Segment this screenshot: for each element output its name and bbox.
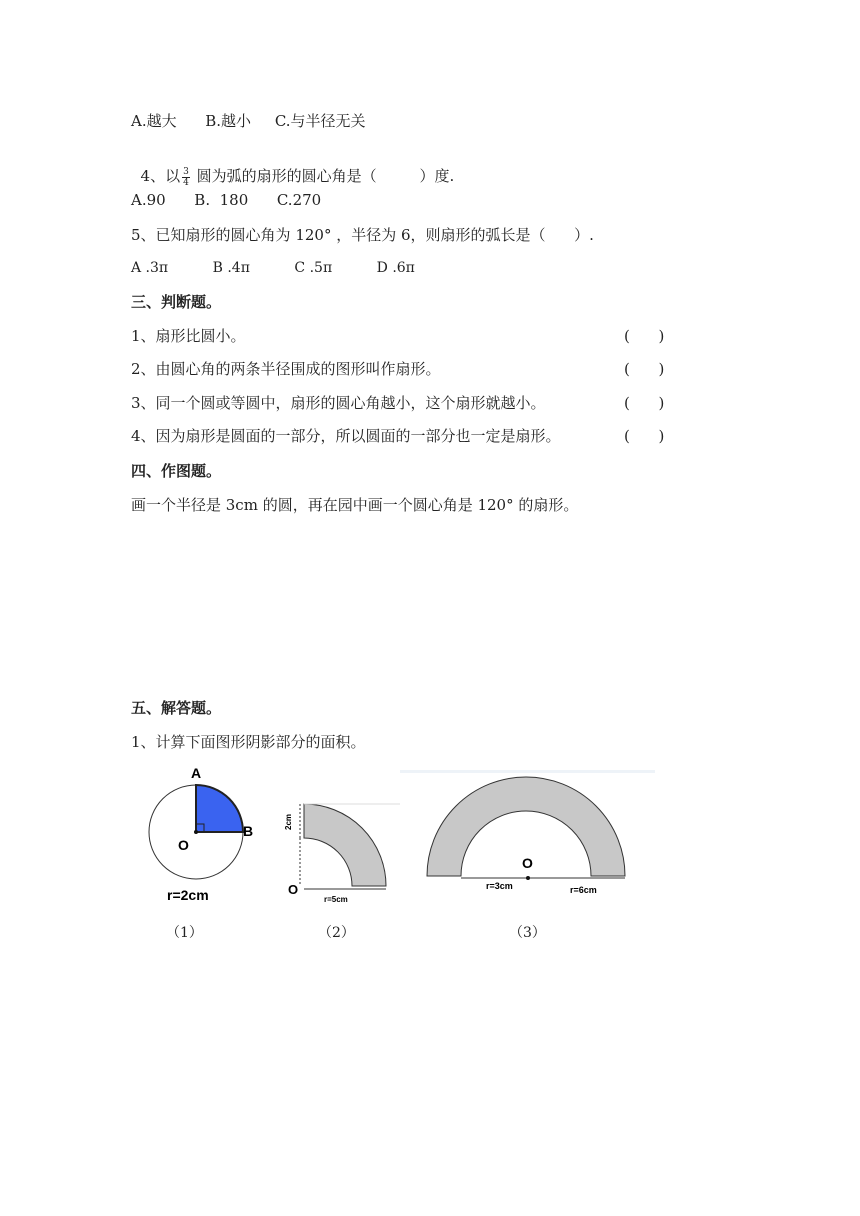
q4-fraction bbox=[182, 167, 190, 188]
figure-3 bbox=[400, 770, 660, 900]
judge-item-4: 4、因为扇形是圆面的一部分，所以圆面的一部分也一定是扇形。 bbox=[131, 427, 561, 445]
fig1-center-dot bbox=[194, 830, 198, 834]
fraction-numerator: 3 bbox=[183, 166, 189, 177]
fig2-radius-label: r=5cm bbox=[324, 895, 348, 904]
judge-answer-paren-2[interactable]: ( ) bbox=[624, 360, 665, 378]
fig2-side-label: 2cm bbox=[284, 813, 293, 830]
figure-2 bbox=[280, 800, 400, 910]
section-4-title: 四、作图题。 bbox=[131, 462, 222, 480]
fig1-label-b: B bbox=[243, 823, 254, 839]
judge-item-3: 3、同一个圆或等圆中，扇形的圆心角越小，这个扇形就越小。 bbox=[131, 394, 546, 412]
judge-answer-paren-4[interactable]: ( ) bbox=[624, 427, 665, 445]
q5-options: A .3π B .4π C .5π D .6π bbox=[131, 260, 415, 276]
fig1-radius-label: r=2cm bbox=[167, 887, 209, 903]
fig1-label-a: A bbox=[191, 765, 202, 781]
fig1-shaded-sector bbox=[196, 785, 243, 832]
section-5-question-1: 1、计算下面图形阴影部分的面积。 bbox=[131, 733, 366, 751]
q4-prefix: 4、以 bbox=[140, 167, 181, 185]
q4-suffix: 圆为弧的扇形的圆心角是（ ）度. bbox=[191, 167, 455, 185]
fig3-inner-label: r=3cm bbox=[486, 881, 513, 891]
fraction-denominator: 4 bbox=[183, 177, 189, 188]
fig2-caption: （2） bbox=[318, 925, 355, 941]
q5-text: 5、已知扇形的圆心角为 120° ，半径为 6，则扇形的弧长是（ ）. bbox=[131, 226, 594, 244]
q4-options: A.90 B. 180 C.270 bbox=[131, 191, 322, 209]
q4-text bbox=[131, 146, 454, 188]
fig2-shaded-ring-sector bbox=[304, 804, 386, 886]
figure-1 bbox=[140, 760, 270, 910]
fig3-label-o: O bbox=[522, 855, 533, 871]
fig3-caption: （3） bbox=[509, 925, 546, 941]
judge-item-1: 1、扇形比圆小。 bbox=[131, 327, 246, 345]
judge-item-2: 2、由圆心角的两条半径围成的图形叫作扇形。 bbox=[131, 360, 441, 378]
section-5-title: 五、解答题。 bbox=[131, 699, 222, 717]
fig1-label-o: O bbox=[178, 837, 189, 853]
fig1-caption: （1） bbox=[166, 925, 203, 941]
fig3-background bbox=[400, 770, 655, 773]
fig3-center-dot bbox=[526, 876, 530, 880]
judge-answer-paren-3[interactable]: ( ) bbox=[624, 394, 665, 412]
judge-answer-paren-1[interactable]: ( ) bbox=[624, 327, 665, 345]
q3-options: A.越大 B.越小 C.与半径无关 bbox=[131, 112, 366, 130]
fig2-label-o: O bbox=[288, 882, 299, 897]
fig3-outer-label: r=6cm bbox=[570, 885, 597, 895]
section-4-text: 画一个半径是 3cm 的圆，再在园中画一个圆心角是 120° 的扇形。 bbox=[131, 496, 579, 514]
section-3-title: 三、判断题。 bbox=[131, 293, 222, 311]
